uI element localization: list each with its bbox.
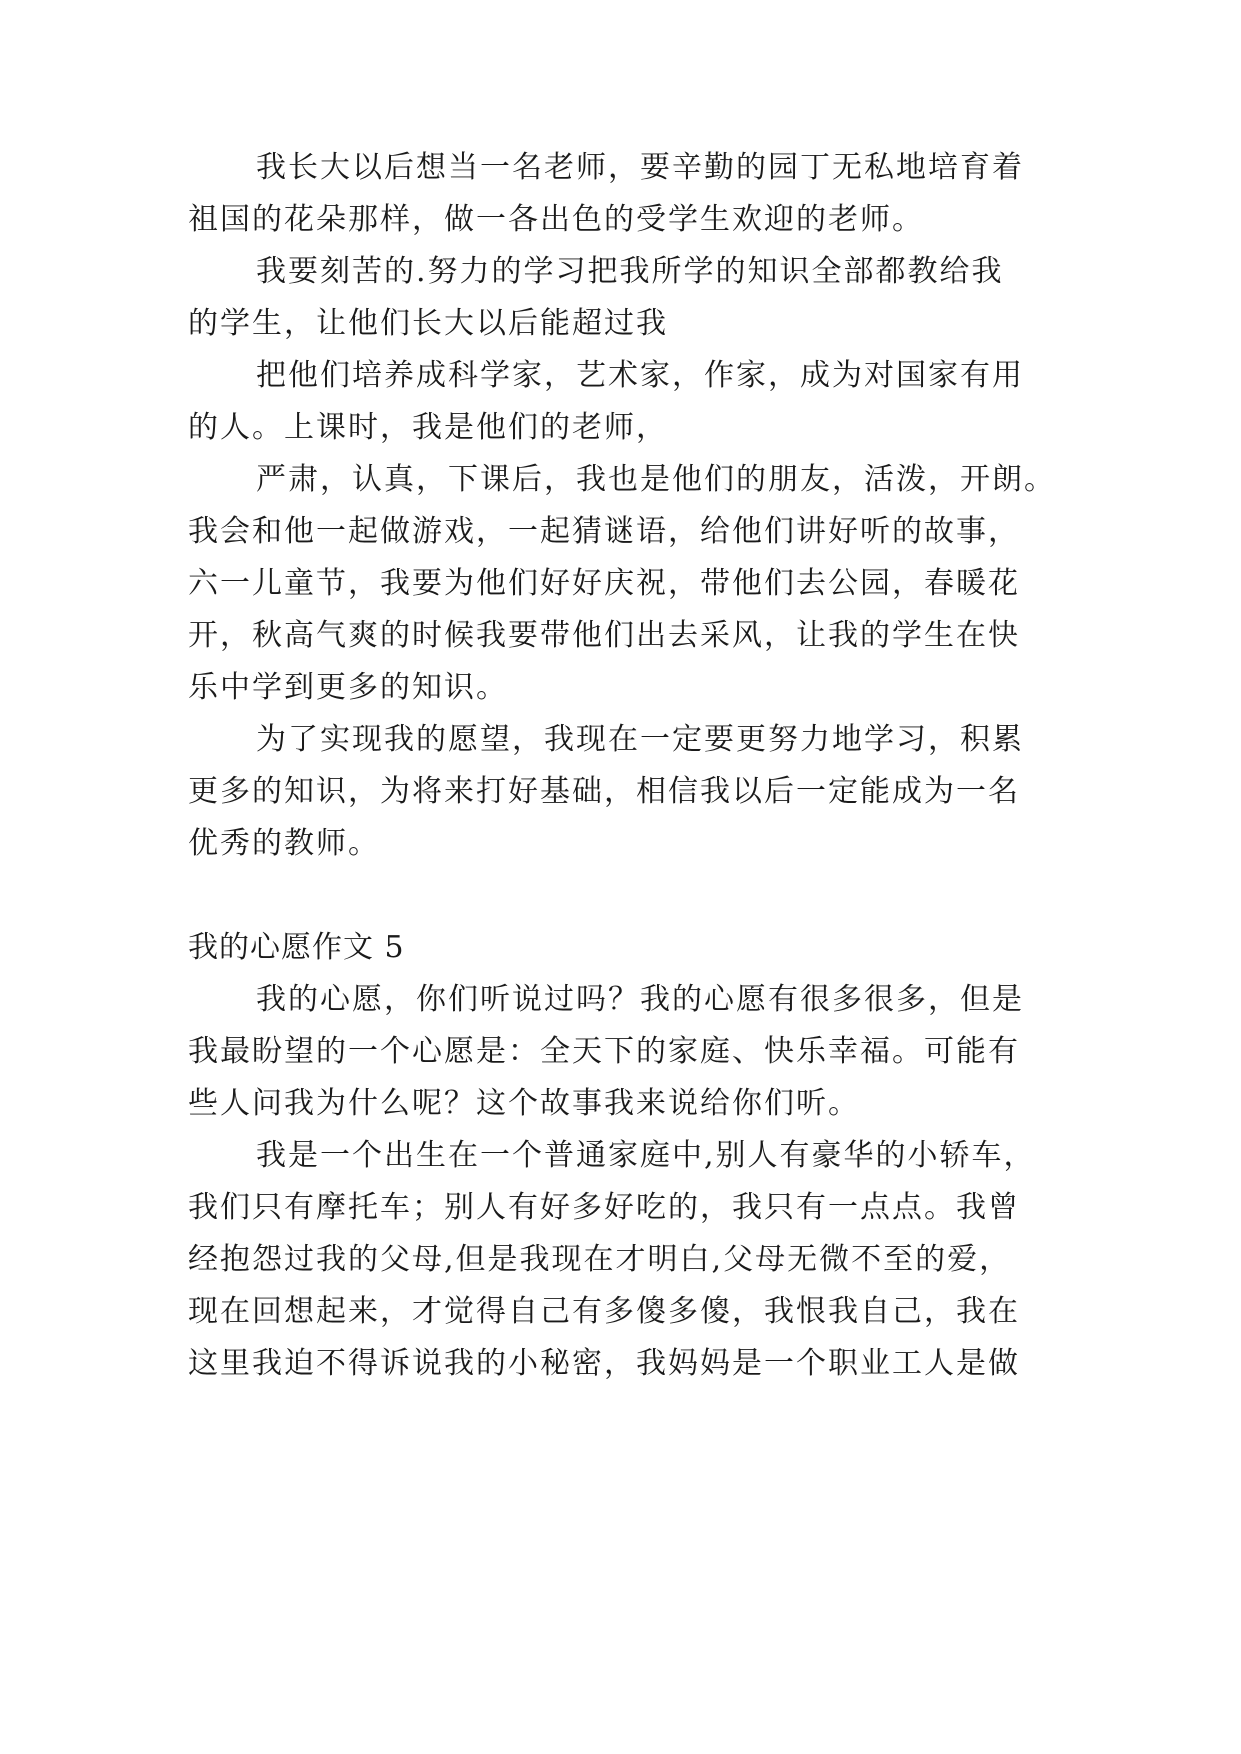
paragraph-line: 为了实现我的愿望，我现在一定要更努力地学习，积累 bbox=[256, 722, 1024, 757]
section-heading: 我的心愿作文 5 bbox=[188, 930, 405, 965]
paragraph-line: 我们只有摩托车；别人有好多好吃的，我只有一点点。我曾 bbox=[188, 1190, 1020, 1225]
paragraph-line: 祖国的花朵那样，做一各出色的受学生欢迎的老师。 bbox=[188, 202, 924, 237]
paragraph-line: 把他们培养成科学家，艺术家，作家，成为对国家有用 bbox=[256, 358, 1024, 393]
paragraph-line: 我要刻苦的.努力的学习把我所学的知识全部都教给我 bbox=[256, 254, 1004, 289]
paragraph-line: 我长大以后想当一名老师，要辛勤的园丁无私地培育着 bbox=[256, 150, 1024, 185]
paragraph-line: 我最盼望的一个心愿是：全天下的家庭、快乐幸福。可能有 bbox=[188, 1034, 1020, 1069]
paragraph-line: 更多的知识，为将来打好基础，相信我以后一定能成为一名 bbox=[188, 774, 1020, 809]
paragraph-line: 优秀的教师。 bbox=[188, 826, 380, 861]
paragraph-line: 六一儿童节，我要为他们好好庆祝，带他们去公园，春暖花 bbox=[188, 566, 1020, 601]
paragraph-line: 经抱怨过我的父母,但是我现在才明白,父母无微不至的爱， bbox=[188, 1242, 1012, 1277]
paragraph-line: 这里我迫不得诉说我的小秘密，我妈妈是一个职业工人是做 bbox=[188, 1346, 1020, 1381]
paragraph-line: 严肃，认真，下课后，我也是他们的朋友，活泼，开朗。 bbox=[256, 462, 1056, 497]
paragraph-line: 我的心愿，你们听说过吗？我的心愿有很多很多，但是 bbox=[256, 982, 1024, 1017]
paragraph-line: 乐中学到更多的知识。 bbox=[188, 670, 508, 705]
paragraph-line: 开，秋高气爽的时候我要带他们出去采风，让我的学生在快 bbox=[188, 618, 1020, 653]
paragraph-line: 我是一个出生在一个普通家庭中,别人有豪华的小轿车， bbox=[256, 1138, 1036, 1173]
paragraph-line: 些人问我为什么呢？这个故事我来说给你们听。 bbox=[188, 1086, 860, 1121]
paragraph-line: 的学生，让他们长大以后能超过我 bbox=[188, 306, 668, 341]
paragraph-line: 的人。上课时，我是他们的老师， bbox=[188, 410, 668, 445]
paragraph-line: 我会和他一起做游戏，一起猜谜语，给他们讲好听的故事， bbox=[188, 514, 1020, 549]
paragraph-line: 现在回想起来，才觉得自己有多傻多傻，我恨我自己，我在 bbox=[188, 1294, 1020, 1329]
